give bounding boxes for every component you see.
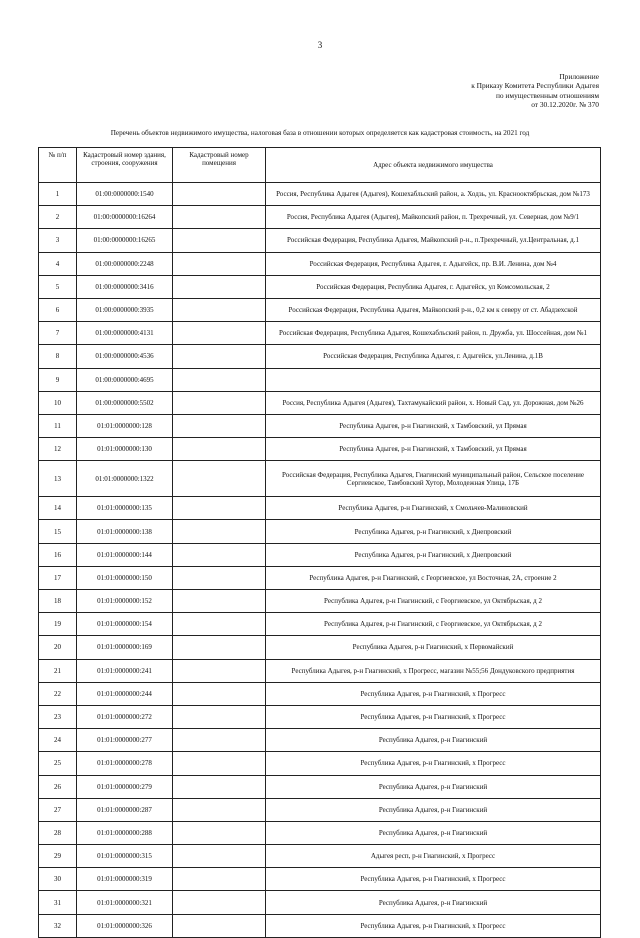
row-number-cell: 14 (39, 497, 77, 520)
table-row (39, 729, 601, 752)
address-cell: Россия, Республика Адыгея (Адыгея), Майкопский район, п. Трехречный, ул. Северная, дом №9/1 (266, 206, 601, 229)
row-number-cell: 17 (39, 566, 77, 589)
premises-cadastral-cell (173, 775, 266, 798)
row-number-cell: 20 (39, 636, 77, 659)
row-number-cell: 8 (39, 345, 77, 368)
row-number-cell: 11 (39, 414, 77, 437)
header-premises-cadastral: Кадастровый номер помещения (173, 148, 266, 183)
premises-cadastral-cell (173, 298, 266, 321)
address-cell: Республика Адыгея, р-н Гиагинский, х Прогресс (266, 868, 601, 891)
address-cell: Республика Адыгея, р-н Гиагинский (266, 821, 601, 844)
row-number-cell: 13 (39, 461, 77, 497)
building-cadastral-cell: 01:01:0000000:278 (77, 752, 173, 775)
table-row (39, 368, 601, 391)
premises-cadastral-cell (173, 636, 266, 659)
address-cell: Республика Адыгея, р-н Гиагинский, х Прогресс (266, 914, 601, 937)
row-number-cell: 22 (39, 682, 77, 705)
address-cell: Российская Федерация, Республика Адыгея, Майкопский р-н., п.Трехречный, ул.Центральная, д.1 (266, 229, 601, 252)
building-cadastral-cell: 01:01:0000000:154 (77, 613, 173, 636)
row-number-cell: 24 (39, 729, 77, 752)
row-number-cell: 15 (39, 520, 77, 543)
building-cadastral-cell: 01:00:0000000:4695 (77, 368, 173, 391)
appendix-line: по имущественным отношениям (495, 90, 599, 100)
table-row (39, 566, 601, 589)
address-cell: Россия, Республика Адыгея (Адыгея), Кошехабльский район, а. Ходзь, ул. Краснооктябрьская, дом №173 (266, 183, 601, 206)
building-cadastral-cell: 01:00:0000000:4536 (77, 345, 173, 368)
address-cell: Россия, Республика Адыгея (Адыгея), Тахтамукайский район, х. Новый Сад, ул. Дорожная, дом №26 (266, 391, 601, 414)
document-title: Перечень объектов недвижимого имущества, налоговая база в отношении которых определяется как кадастровая стоимость, на 2021 год (110, 129, 530, 137)
table-body (39, 183, 601, 938)
table-row (39, 659, 601, 682)
building-cadastral-cell: 01:01:0000000:1322 (77, 461, 173, 497)
premises-cadastral-cell (173, 868, 266, 891)
table-row (39, 705, 601, 728)
table-row (39, 229, 601, 252)
table-row (39, 206, 601, 229)
table-row (39, 275, 601, 298)
address-cell: Республика Адыгея, р-н Гиагинский (266, 798, 601, 821)
row-number-cell: 12 (39, 438, 77, 461)
row-number-cell: 31 (39, 891, 77, 914)
premises-cadastral-cell (173, 497, 266, 520)
table-row (39, 821, 601, 844)
row-number-cell: 6 (39, 298, 77, 321)
premises-cadastral-cell (173, 914, 266, 937)
row-number-cell: 26 (39, 775, 77, 798)
row-number-cell: 21 (39, 659, 77, 682)
premises-cadastral-cell (173, 543, 266, 566)
table-row (39, 461, 601, 497)
premises-cadastral-cell (173, 682, 266, 705)
premises-cadastral-cell (173, 566, 266, 589)
address-cell: Адыгея респ, р-н Гиагинский, х Прогресс (266, 845, 601, 868)
address-cell: Республика Адыгея, р-н Гиагинский, х Тамбовский, ул Прямая (266, 438, 601, 461)
address-cell: Республика Адыгея, р-н Гиагинский, х Прогресс, магазин №55;56 Дондуковского предприятия (266, 659, 601, 682)
premises-cadastral-cell (173, 705, 266, 728)
building-cadastral-cell: 01:00:0000000:16264 (77, 206, 173, 229)
table-row (39, 252, 601, 275)
row-number-cell: 2 (39, 206, 77, 229)
table-row (39, 345, 601, 368)
table-row (39, 183, 601, 206)
premises-cadastral-cell (173, 752, 266, 775)
row-number-cell: 4 (39, 252, 77, 275)
table-row (39, 636, 601, 659)
building-cadastral-cell: 01:01:0000000:287 (77, 798, 173, 821)
building-cadastral-cell: 01:01:0000000:241 (77, 659, 173, 682)
building-cadastral-cell: 01:01:0000000:315 (77, 845, 173, 868)
building-cadastral-cell: 01:01:0000000:319 (77, 868, 173, 891)
row-number-cell: 9 (39, 368, 77, 391)
building-cadastral-cell: 01:00:0000000:1540 (77, 183, 173, 206)
premises-cadastral-cell (173, 845, 266, 868)
building-cadastral-cell: 01:00:0000000:3416 (77, 275, 173, 298)
header-building-cadastral: Кадастровый номер здания, строения, сооружения (77, 148, 173, 183)
address-cell: Республика Адыгея, р-н Гиагинский, х Прогресс (266, 705, 601, 728)
building-cadastral-cell: 01:01:0000000:326 (77, 914, 173, 937)
building-cadastral-cell: 01:01:0000000:169 (77, 636, 173, 659)
table-row (39, 322, 601, 345)
premises-cadastral-cell (173, 368, 266, 391)
premises-cadastral-cell (173, 729, 266, 752)
table-row (39, 891, 601, 914)
address-cell: Российская Федерация, Республика Адыгея, Кошехабльский район, п. Дружба, ул. Шоссейная, дом №1 (266, 322, 601, 345)
row-number-cell: 1 (39, 183, 77, 206)
premises-cadastral-cell (173, 414, 266, 437)
premises-cadastral-cell (173, 391, 266, 414)
address-cell: Российская Федерация, Республика Адыгея, Майкопский р-н., 0,2 км к северу от ст. Абадзехской (266, 298, 601, 321)
table-row (39, 682, 601, 705)
address-cell (266, 368, 601, 391)
property-table (38, 147, 601, 938)
premises-cadastral-cell (173, 659, 266, 682)
premises-cadastral-cell (173, 275, 266, 298)
address-cell: Республика Адыгея, р-н Гиагинский, с Георгиевское, ул Октябрьская, д 2 (266, 590, 601, 613)
premises-cadastral-cell (173, 821, 266, 844)
row-number-cell: 10 (39, 391, 77, 414)
table-row (39, 914, 601, 937)
address-cell: Республика Адыгея, р-н Гиагинский (266, 891, 601, 914)
table-row (39, 414, 601, 437)
building-cadastral-cell: 01:01:0000000:272 (77, 705, 173, 728)
building-cadastral-cell: 01:01:0000000:277 (77, 729, 173, 752)
row-number-cell: 5 (39, 275, 77, 298)
building-cadastral-cell: 01:01:0000000:144 (77, 543, 173, 566)
building-cadastral-cell: 01:00:0000000:4131 (77, 322, 173, 345)
table-row (39, 543, 601, 566)
premises-cadastral-cell (173, 345, 266, 368)
address-cell: Российская Федерация, Республика Адыгея, г. Адыгейск, ул Комсомольская, 2 (266, 275, 601, 298)
building-cadastral-cell: 01:01:0000000:128 (77, 414, 173, 437)
appendix-block (471, 72, 599, 110)
row-number-cell: 25 (39, 752, 77, 775)
address-cell: Российская Федерация, Республика Адыгея, г. Адыгейск, пр. В.И. Ленина, дом №4 (266, 252, 601, 275)
premises-cadastral-cell (173, 613, 266, 636)
address-cell: Республика Адыгея, р-н Гиагинский (266, 775, 601, 798)
address-cell: Российская Федерация, Республика Адыгея, Гиагинский муниципальный район, Сельское поселение Сергиевское, Тамбовский Хутор, Молодежная Улица, 17Б (266, 461, 601, 497)
table-row (39, 868, 601, 891)
table-row (39, 520, 601, 543)
header-address: Адрес объекта недвижимого имущества (266, 148, 601, 183)
table-header-row (39, 148, 601, 183)
table-row (39, 298, 601, 321)
appendix-line: Приложение (559, 72, 599, 81)
row-number-cell: 29 (39, 845, 77, 868)
table-row (39, 752, 601, 775)
table-row (39, 613, 601, 636)
row-number-cell: 7 (39, 322, 77, 345)
building-cadastral-cell: 01:00:0000000:3935 (77, 298, 173, 321)
building-cadastral-cell: 01:00:0000000:16265 (77, 229, 173, 252)
row-number-cell: 18 (39, 590, 77, 613)
building-cadastral-cell: 01:01:0000000:321 (77, 891, 173, 914)
table-row (39, 497, 601, 520)
address-cell: Российская Федерация, Республика Адыгея, г. Адыгейск, ул.Ленина, д.1В (266, 345, 601, 368)
row-number-cell: 3 (39, 229, 77, 252)
address-cell: Республика Адыгея, р-н Гиагинский, х Смольчев-Малиновский (266, 497, 601, 520)
building-cadastral-cell: 01:01:0000000:244 (77, 682, 173, 705)
building-cadastral-cell: 01:01:0000000:150 (77, 566, 173, 589)
table-row (39, 798, 601, 821)
appendix-line: от 30.12.2020г. № 370 (531, 100, 599, 110)
premises-cadastral-cell (173, 206, 266, 229)
premises-cadastral-cell (173, 252, 266, 275)
building-cadastral-cell: 01:01:0000000:135 (77, 497, 173, 520)
building-cadastral-cell: 01:01:0000000:288 (77, 821, 173, 844)
row-number-cell: 27 (39, 798, 77, 821)
premises-cadastral-cell (173, 438, 266, 461)
building-cadastral-cell: 01:00:0000000:2248 (77, 252, 173, 275)
appendix-line: к Приказу Комитета Республики Адыгея (471, 81, 599, 91)
premises-cadastral-cell (173, 461, 266, 497)
premises-cadastral-cell (173, 183, 266, 206)
table-row (39, 438, 601, 461)
building-cadastral-cell: 01:01:0000000:130 (77, 438, 173, 461)
premises-cadastral-cell (173, 590, 266, 613)
row-number-cell: 23 (39, 705, 77, 728)
premises-cadastral-cell (173, 322, 266, 345)
premises-cadastral-cell (173, 520, 266, 543)
address-cell: Республика Адыгея, р-н Гиагинский, с Георгиевское, ул Октябрьская, д 2 (266, 613, 601, 636)
row-number-cell: 19 (39, 613, 77, 636)
row-number-cell: 16 (39, 543, 77, 566)
address-cell: Республика Адыгея, р-н Гиагинский, х Днепровский (266, 543, 601, 566)
page-number: 3 (317, 40, 323, 50)
table-row (39, 391, 601, 414)
address-cell: Республика Адыгея, р-н Гиагинский, х Днепровский (266, 520, 601, 543)
header-num: № п/п (39, 148, 77, 183)
table-row (39, 775, 601, 798)
address-cell: Республика Адыгея, р-н Гиагинский, х Прогресс (266, 682, 601, 705)
row-number-cell: 32 (39, 914, 77, 937)
building-cadastral-cell: 01:01:0000000:152 (77, 590, 173, 613)
building-cadastral-cell: 01:01:0000000:279 (77, 775, 173, 798)
address-cell: Республика Адыгея, р-н Гиагинский (266, 729, 601, 752)
row-number-cell: 28 (39, 821, 77, 844)
premises-cadastral-cell (173, 891, 266, 914)
building-cadastral-cell: 01:00:0000000:5502 (77, 391, 173, 414)
table-row (39, 845, 601, 868)
table-row (39, 590, 601, 613)
row-number-cell: 30 (39, 868, 77, 891)
premises-cadastral-cell (173, 798, 266, 821)
address-cell: Республика Адыгея, р-н Гиагинский, х Первомайский (266, 636, 601, 659)
address-cell: Республика Адыгея, р-н Гиагинский, х Прогресс (266, 752, 601, 775)
premises-cadastral-cell (173, 229, 266, 252)
address-cell: Республика Адыгея, р-н Гиагинский, с Георгиевское, ул Восточная, 2А, строение 2 (266, 566, 601, 589)
address-cell: Республика Адыгея, р-н Гиагинский, х Тамбовский, ул Прямая (266, 414, 601, 437)
building-cadastral-cell: 01:01:0000000:138 (77, 520, 173, 543)
